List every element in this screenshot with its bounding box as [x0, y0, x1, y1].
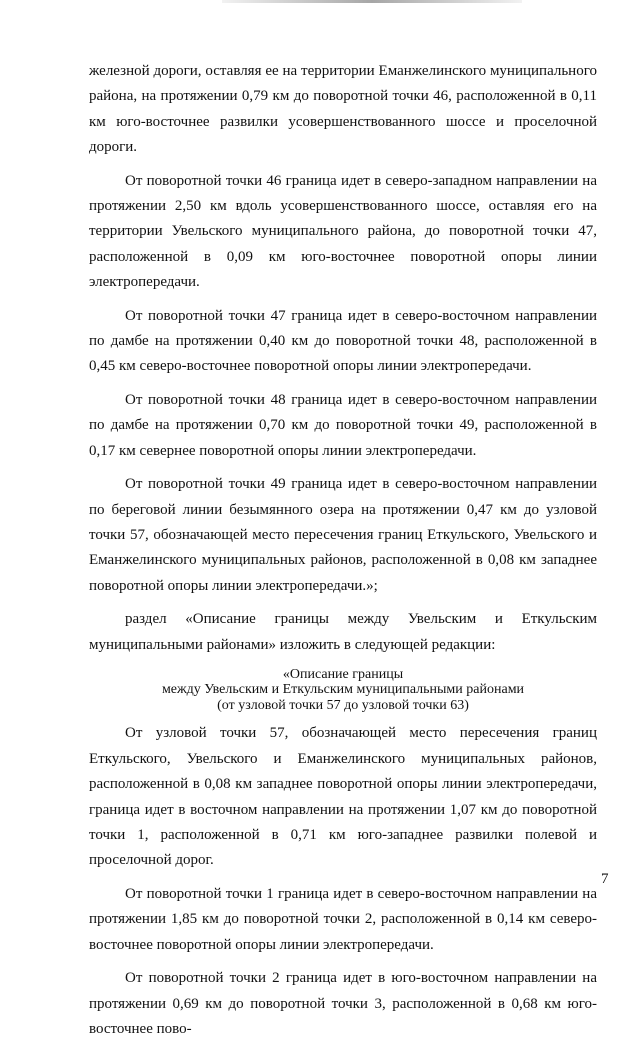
page-number: 7 [601, 871, 609, 887]
section-heading-line-1: «Описание границы [282, 666, 404, 682]
paragraph-point-57: От узловой точки 57, обозначающей место пересечения границ Еткульского, Увельского и Еманжелинского муниципальных районов, расположенной в 0,08 км западнее поворотной опоры линии электропередачи, граница идет в восточном направлении на протяжении 1,07 км до поворотной точки 1, расположенной в 0,71 км юго-западнее развилки полевой и проселочной дорог. [89, 725, 597, 869]
paragraph-continuation: железной дороги, оставляя ее на территории Еманжелинского муниципального района, на протяжении 0,79 км до поворотной точки 46, расположенной в 0,11 км юго-восточнее развилки усовершенствованного шоссе и проселочной дороги. [89, 63, 597, 156]
paragraph-point-49: От поворотной точки 49 граница идет в северо-восточном направлении по береговой линии безымянного озера на протяжении 0,47 км до узловой точки 57, обозначающей место пересечения границ Еткульского, Увельского и Еманжелинского муниципальных районов, расположенной в 0,08 км западнее поворотной опоры линии электропередачи.»; [89, 476, 597, 594]
section-heading [89, 667, 597, 714]
section-heading-line-3: (от узловой точки 57 до узловой точки 63) [217, 697, 469, 713]
paragraph-point-47: От поворотной точки 47 граница идет в северо-восточном направлении по дамбе на протяжении 0,40 км до поворотной точки 48, расположенной в 0,45 км северо-восточнее поворотной опоры линии электропередачи. [89, 307, 597, 375]
paragraph-section-instruction: раздел «Описание границы между Увельским и Еткульским муниципальными районами» изложить в следующей редакции: [89, 611, 597, 653]
section-heading-line-2: между Увельским и Еткульским муниципальными районами [161, 682, 525, 698]
paragraph-point-1: От поворотной точки 1 граница идет в северо-восточном направлении на протяжении 1,85 км до поворотной точки 2, расположенной в 0,14 км северо-восточнее поворотной опоры линии электропередачи. [89, 885, 597, 953]
paragraph-point-46: От поворотной точки 46 граница идет в северо-западном направлении на протяжении 2,50 км вдоль усовершенствованного шоссе, оставляя его на территории Увельского муниципального района, до поворотной точки 47, расположенной в 0,09 км юго-восточнее поворотной опоры линии электропередачи. [89, 172, 597, 291]
paragraph-point-48: От поворотной точки 48 граница идет в северо-восточном направлении по дамбе на протяжении 0,70 км до поворотной точки 49, расположенной в 0,17 км севернее поворотной опоры линии электропередачи. [89, 391, 597, 459]
scan-edge-mark [222, 0, 522, 3]
paragraph-point-2: От поворотной точки 2 граница идет в юго-восточном направлении на протяжении 0,69 км до поворотной точки 3, расположенной в 0,68 км юго-восточнее пово- [89, 970, 597, 1037]
body-text [89, 59, 597, 1042]
